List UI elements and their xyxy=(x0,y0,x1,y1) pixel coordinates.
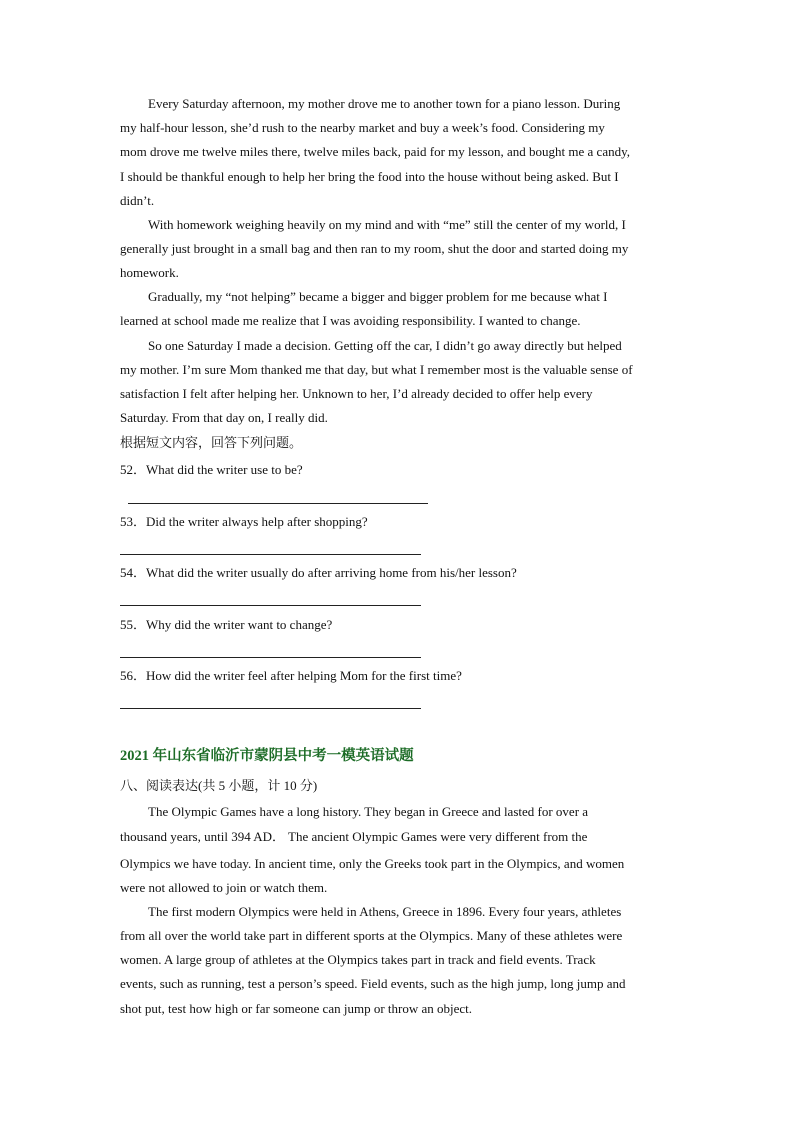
passage2-line-3: Olympics we have today. In ancient time, only the Greeks took part in the Olympics, and women xyxy=(120,856,625,871)
passage1-line-10: learned at school made me realize that I was avoiding responsibility. I wanted to change. xyxy=(120,313,581,328)
passage2-line-9: shot put, test how high or far someone can jump or throw an object. xyxy=(120,1001,473,1016)
passage1-line-6: With homework weighing heavily on my mind and with “me” still the center of my world, I xyxy=(148,217,626,232)
question-55: 55．Why did the writer want to change? xyxy=(120,617,333,632)
passage1-line-13: satisfaction I felt after helping her. Unknown to her, I’d already decided to offer help every xyxy=(120,386,593,401)
answer-line-56[interactable] xyxy=(120,708,421,709)
question-56: 56．How did the writer feel after helping Mom for the first time? xyxy=(120,668,462,683)
passage1-line-1: Every Saturday afternoon, my mother drove me to another town for a piano lesson. During xyxy=(148,96,621,111)
answer-line-52[interactable] xyxy=(128,503,428,504)
passage1-line-12: my mother. I’m sure Mom thanked me that day, but what I remember most is the valuable sense of xyxy=(120,362,633,377)
passage1-line-7: generally just brought in a small bag and then ran to my room, shut the door and started doing my xyxy=(120,241,629,256)
answer-line-55[interactable] xyxy=(120,657,421,658)
passage2-line-4: were not allowed to join or watch them. xyxy=(120,880,328,895)
passage2-line-7: women. A large group of athletes at the Olympics takes part in track and field events. Track xyxy=(120,952,596,967)
passage1-line-11: So one Saturday I made a decision. Getting off the car, I didn’t go away directly but helped xyxy=(148,338,622,353)
section-subheading: 八、阅读表达(共 5 小题，计 10 分) xyxy=(120,778,318,793)
question-52: 52．What did the writer use to be? xyxy=(120,462,303,477)
answer-line-53[interactable] xyxy=(120,554,421,555)
passage1-line-3: mom drove me twelve miles there, twelve miles back, paid for my lesson, and bought me a candy, xyxy=(120,144,630,159)
passage1-line-5: didn’t. xyxy=(120,193,155,208)
passage2-line-1: The Olympic Games have a long history. They began in Greece and lasted for over a xyxy=(148,804,589,819)
question-53: 53．Did the writer always help after shopping? xyxy=(120,514,368,529)
passage2-line-2: thousand years, until 394 AD． The ancient Olympic Games were very different from the xyxy=(120,829,588,844)
passage1-line-9: Gradually, my “not helping” became a bigger and bigger problem for me because what I xyxy=(148,289,608,304)
instruction-text: 根据短文内容，回答下列问题。 xyxy=(120,435,303,450)
passage2-line-6: from all over the world take part in different sports at the Olympics. Many of these athletes were xyxy=(120,928,623,943)
section-title: 2021 年山东省临沂市蒙阴县中考一模英语试题 xyxy=(120,748,414,764)
passage1-line-4: I should be thankful enough to help her bring the food into the house without being asked. But I xyxy=(120,169,619,184)
passage2-line-5: The first modern Olympics were held in Athens, Greece in 1896. Every four years, athletes xyxy=(148,904,622,919)
passage1-line-2: my half-hour lesson, she’d rush to the nearby market and buy a week’s food. Considering my xyxy=(120,120,605,135)
passage1-line-14: Saturday. From that day on, I really did. xyxy=(120,410,328,425)
passage2-line-8: events, such as running, test a person’s speed. Field events, such as the high jump, long jump and xyxy=(120,976,626,991)
passage1-line-8: homework. xyxy=(120,265,179,280)
question-54: 54．What did the writer usually do after arriving home from his/her lesson? xyxy=(120,565,517,580)
answer-line-54[interactable] xyxy=(120,605,421,606)
